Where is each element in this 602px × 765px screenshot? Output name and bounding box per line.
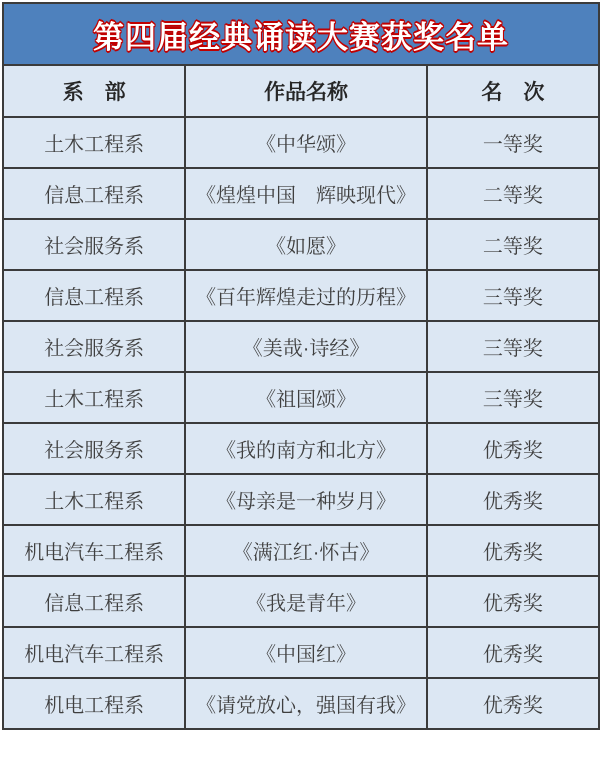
cell-rank: 优秀奖 [427, 525, 599, 576]
table-row [3, 576, 599, 627]
table-row [3, 117, 599, 168]
cell-department: 信息工程系 [3, 270, 185, 321]
cell-rank: 二等奖 [427, 219, 599, 270]
cell-work-title: 《中华颂》 [185, 117, 426, 168]
cell-work-title: 《百年辉煌走过的历程》 [185, 270, 426, 321]
page-title: 第四届经典诵读大赛获奖名单 [93, 19, 509, 55]
cell-department: 机电工程系 [3, 678, 185, 729]
cell-rank: 优秀奖 [427, 576, 599, 627]
cell-rank: 三等奖 [427, 321, 599, 372]
cell-work-title: 《如愿》 [185, 219, 426, 270]
table-row [3, 627, 599, 678]
cell-work-title: 《满江红·怀古》 [185, 525, 426, 576]
cell-work-title: 《中国红》 [185, 627, 426, 678]
cell-rank: 一等奖 [427, 117, 599, 168]
title-bar [2, 2, 600, 66]
cell-work-title: 《祖国颂》 [185, 372, 426, 423]
awards-table [2, 64, 600, 730]
cell-department: 土木工程系 [3, 474, 185, 525]
column-header-department: 系 部 [3, 65, 185, 117]
cell-work-title: 《美哉·诗经》 [185, 321, 426, 372]
table-row [3, 219, 599, 270]
cell-work-title: 《母亲是一种岁月》 [185, 474, 426, 525]
table-row [3, 474, 599, 525]
cell-rank: 三等奖 [427, 270, 599, 321]
cell-rank: 三等奖 [427, 372, 599, 423]
cell-work-title: 《请党放心，强国有我》 [185, 678, 426, 729]
table-row [3, 372, 599, 423]
table-row [3, 168, 599, 219]
table-body [3, 117, 599, 729]
cell-department: 土木工程系 [3, 372, 185, 423]
cell-work-title: 《煌煌中国 辉映现代》 [185, 168, 426, 219]
cell-rank: 优秀奖 [427, 423, 599, 474]
column-header-work-title: 作品名称 [185, 65, 426, 117]
cell-rank: 优秀奖 [427, 627, 599, 678]
table-row [3, 525, 599, 576]
table-row [3, 423, 599, 474]
cell-rank: 优秀奖 [427, 678, 599, 729]
cell-work-title: 《我是青年》 [185, 576, 426, 627]
cell-work-title: 《我的南方和北方》 [185, 423, 426, 474]
cell-department: 机电汽车工程系 [3, 525, 185, 576]
table-row [3, 270, 599, 321]
cell-department: 土木工程系 [3, 117, 185, 168]
cell-department: 社会服务系 [3, 219, 185, 270]
cell-rank: 优秀奖 [427, 474, 599, 525]
cell-department: 机电汽车工程系 [3, 627, 185, 678]
column-header-rank: 名 次 [427, 65, 599, 117]
table-row [3, 678, 599, 729]
header-row [3, 65, 599, 117]
cell-department: 社会服务系 [3, 321, 185, 372]
cell-department: 信息工程系 [3, 576, 185, 627]
table-row [3, 321, 599, 372]
cell-department: 社会服务系 [3, 423, 185, 474]
cell-rank: 二等奖 [427, 168, 599, 219]
cell-department: 信息工程系 [3, 168, 185, 219]
